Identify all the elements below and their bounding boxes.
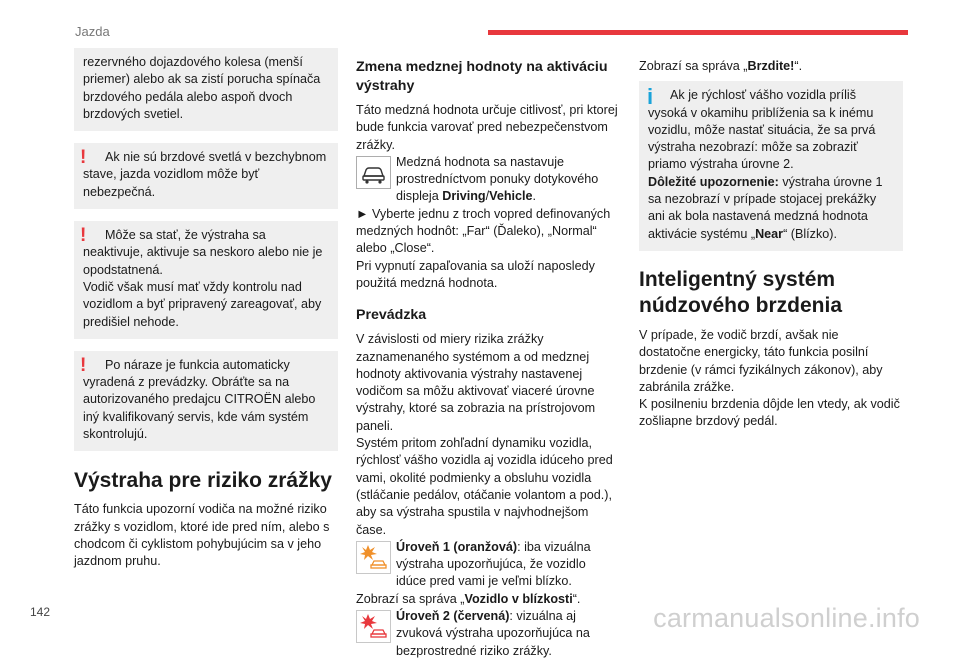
column-2 [356, 58, 618, 660]
section-heading-collision-alert: Výstraha pre riziko zrážky [74, 469, 332, 493]
message-prefix: Zobrazí sa správa „ [639, 59, 748, 73]
warning-box-after-impact [74, 351, 338, 451]
paragraph: V závislosti od miery rizika zrážky zaznamenaného systémom a od medznej hodnoty aktivovania výstrahy nastavenej vodičom sa môžu aktivovať viaceré úrovne výstrahy, ktoré sa zobrazia na prístrojovom paneli. [356, 332, 596, 433]
period: . [532, 189, 537, 204]
paragraph: Pri vypnutí zapaľovania sa uloží naposledy použitá medzná hodnota. [356, 258, 595, 290]
section-heading-emergency-braking: Inteligentný systém núdzového brzdenia [639, 267, 843, 317]
message-prefix: Zobrazí sa správa „ [356, 591, 465, 606]
info-note-end: “ (Blízko). [783, 226, 837, 241]
continued-note-text: rezervného dojazdového kolesa (menší priemer) alebo ak sa zistí porucha spínača brzdového pedála alebo aspoň dvoch brzdových svetiel. [83, 55, 321, 121]
info-note-label: Dôležité upozornenie: [648, 174, 779, 189]
collision-alert-orange-icon [356, 541, 391, 574]
level-1-text: : iba vizuálna výstraha upozorňujúca, že vozidlo idúce pred vami je veľmi blízko. [396, 539, 591, 589]
warning-icon: ! [80, 147, 87, 169]
icon-instruction-text: Medzná hodnota sa nastavuje prostredníctvom ponuky dotykového displeja [396, 154, 599, 204]
level-2-text: : vizuálna aj zvuková výstraha upozorňujúca na bezprostredné riziko zrážky. [396, 609, 590, 658]
level-2-label: Úroveň 2 (červená) [396, 609, 510, 624]
watermark: carmanualsonline.info [653, 603, 920, 633]
paragraph: K posilneniu brzdenia dôjde len vtedy, ak vodič zošliapne brzdový pedál. [639, 397, 900, 429]
level-1-item [356, 539, 618, 608]
column-1 [74, 48, 338, 571]
section-title: Jazda [75, 24, 110, 39]
separator: / [485, 189, 490, 204]
level-2-item [356, 608, 618, 660]
info-box [639, 81, 903, 251]
header-accent-bar [488, 30, 908, 35]
warning-box-brake-lights [74, 143, 338, 209]
message-line [639, 58, 903, 75]
warning-text: Ak nie sú brzdové svetlá v bezchybnom stave, jazda vozidlom môže byť nebezpečná. [83, 150, 327, 199]
paragraph: V prípade, že vodič brzdí, avšak nie dostatočne energicky, táto funkcia posilní brzdenie (v rámci fyzikálnych zákonov), aby zabránila zrážke. [639, 327, 883, 394]
car-settings-icon [356, 156, 391, 189]
menu-name: Vehicle [489, 189, 533, 204]
column-3 [639, 58, 903, 431]
icon-instruction [356, 154, 618, 206]
info-text: Ak je rýchlosť vášho vozidla príliš vysoká v okamihu priblíženia sa k inému vozidlu, môže nastať situácia, že sa prvá výstraha nezobrazí: môže sa zobraziť priamo výstraha úrovne 2. [648, 88, 876, 172]
collision-alert-red-icon [356, 610, 391, 643]
subheading-operation: Prevádzka [356, 307, 427, 324]
message-text: Vozidlo v blízkosti [464, 591, 573, 606]
step-text: ► Vyberte jednu z troch vopred definovaných medzných hodnôt: „Far“ (Ďaleko), „Normal“ alebo „Close“. [356, 206, 611, 256]
info-note-text: výstraha úrovne 1 sa nezobrazí v prípade stojacej prekážky ani ak bola nastavená medzná hodnota aktivácie systému „ [648, 174, 883, 241]
warning-icon: ! [80, 225, 87, 247]
warning-text-2: Vodič však musí mať vždy kontrolu nad vozidlom a byť pripravený zareagovať, aby predišiel nehode. [83, 279, 322, 329]
info-note [648, 174, 894, 243]
level-1-label: Úroveň 1 (oranžová) [396, 539, 518, 554]
paragraph: Systém pritom zohľadní dynamiku vozidla, rýchlosť vášho vozidla aj vozidla idúceho pred vami, okolité podmienky a obsluhu vozidla (stláčanie pedálov, otáčanie volantom a pod.), aby sa výstraha spustila v najvhodnejšom čase. [356, 436, 613, 537]
warning-icon: ! [80, 354, 87, 376]
warning-text: Môže sa stať, že výstraha sa neaktivuje, aktivuje sa neskoro alebo nie je opodstatnená. [83, 228, 323, 277]
menu-name: Driving [442, 189, 486, 204]
message-suffix: “. [794, 59, 803, 73]
continued-note-box [74, 48, 338, 131]
info-icon: i [647, 84, 654, 110]
warning-box-limits [74, 221, 338, 339]
warning-text: Po náraze je funkcia automaticky vyradená z prevádzky. Obráťte sa na autorizovaného predajcu CITROËN alebo iný kvalifikovaný servis, kde vám systém skontrolujú. [83, 357, 316, 442]
message-suffix: “. [572, 591, 581, 606]
subheading-threshold: Zmena medznej hodnoty na aktiváciu výstrahy [356, 59, 608, 94]
message-text: Brzdite! [747, 59, 795, 73]
threshold-name: Near [755, 226, 784, 241]
page-number: 142 [30, 605, 51, 619]
paragraph: Táto funkcia upozorní vodiča na možné riziko zrážky s vozidlom, ktoré ide pred ním, alebo s chodcom či cyklistom pohybujúcim sa v jeho jazdnom pruhu. [74, 502, 330, 569]
paragraph: Táto medzná hodnota určuje citlivosť, pri ktorej bude funkcia varovať pred nebezpečenstvom zrážky. [356, 103, 618, 152]
